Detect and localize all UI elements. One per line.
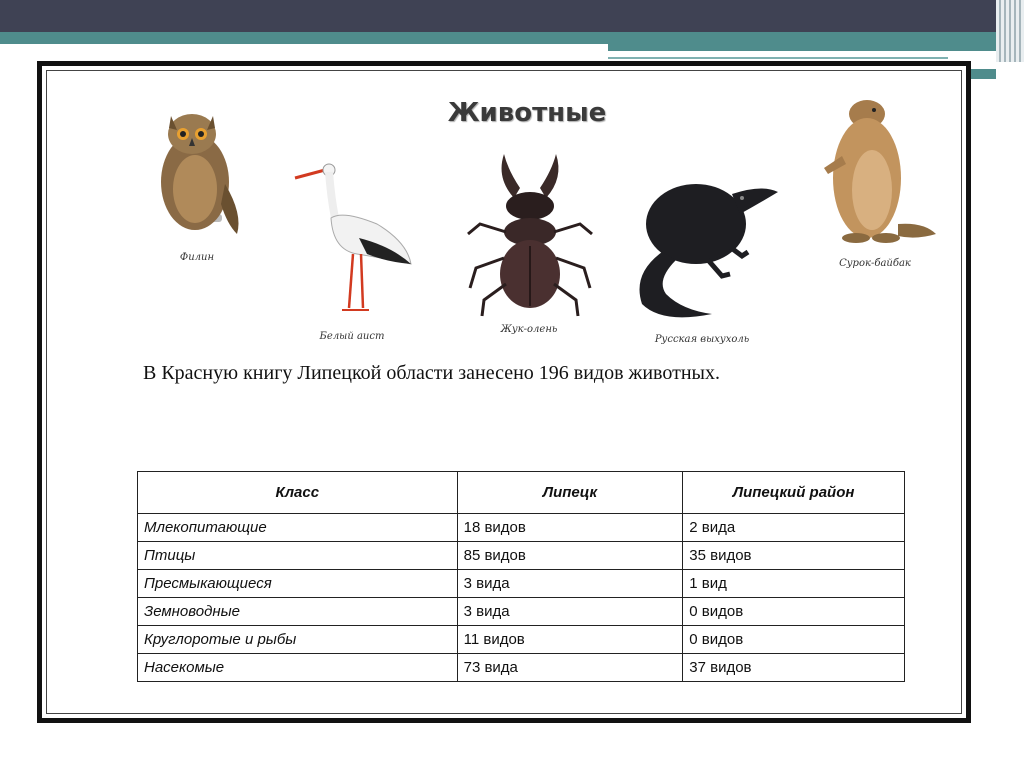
table-row	[138, 654, 905, 682]
class-cell: Млекопитающие	[138, 514, 458, 542]
district-cell: 0 видов	[683, 598, 905, 626]
header-accent-line	[608, 44, 1000, 51]
class-cell: Круглоротые и рыбы	[138, 626, 458, 654]
table-row	[138, 626, 905, 654]
lipetsk-cell: 18 видов	[457, 514, 683, 542]
owl-icon	[137, 94, 257, 244]
table-header-row	[138, 472, 905, 514]
slide-title: Животные	[447, 98, 607, 128]
header-stripes	[996, 0, 1024, 62]
animal-caption: Русская выхухоль	[654, 334, 750, 345]
stork-icon	[287, 158, 417, 328]
lipetsk-cell: 3 вида	[457, 570, 683, 598]
lipetsk-cell: 85 видов	[457, 542, 683, 570]
class-cell: Насекомые	[138, 654, 458, 682]
class-cell: Птицы	[138, 542, 458, 570]
district-cell: 1 вид	[683, 570, 905, 598]
district-cell: 37 видов	[683, 654, 905, 682]
column-header: Липецкий район	[683, 472, 905, 514]
lipetsk-cell: 73 вида	[457, 654, 683, 682]
column-header: Липецк	[457, 472, 683, 514]
slide-frame	[37, 61, 971, 723]
district-cell: 0 видов	[683, 626, 905, 654]
desman-icon	[622, 164, 782, 324]
column-header: Класс	[138, 472, 458, 514]
statement-text: В Красную книгу Липецкой области занесено 196 видов животных.	[143, 362, 720, 384]
district-cell: 35 видов	[683, 542, 905, 570]
species-table	[137, 471, 905, 682]
animal-caption: Сурок-байбак	[839, 258, 911, 269]
stag-beetle-icon	[460, 148, 600, 318]
table-row	[138, 542, 905, 570]
class-cell: Земноводные	[138, 598, 458, 626]
table-row	[138, 514, 905, 542]
header-accent-line	[0, 32, 1000, 44]
table-row	[138, 570, 905, 598]
header-band	[0, 0, 1024, 32]
table-row	[138, 598, 905, 626]
lipetsk-cell: 11 видов	[457, 626, 683, 654]
header-accent-line	[608, 57, 948, 59]
marmot-icon	[812, 94, 942, 254]
lipetsk-cell: 3 вида	[457, 598, 683, 626]
district-cell: 2 вида	[683, 514, 905, 542]
animal-caption: Жук-олень	[500, 324, 558, 335]
class-cell: Пресмыкающиеся	[138, 570, 458, 598]
animal-caption: Белый аист	[319, 331, 385, 342]
animal-caption: Филин	[179, 252, 215, 263]
